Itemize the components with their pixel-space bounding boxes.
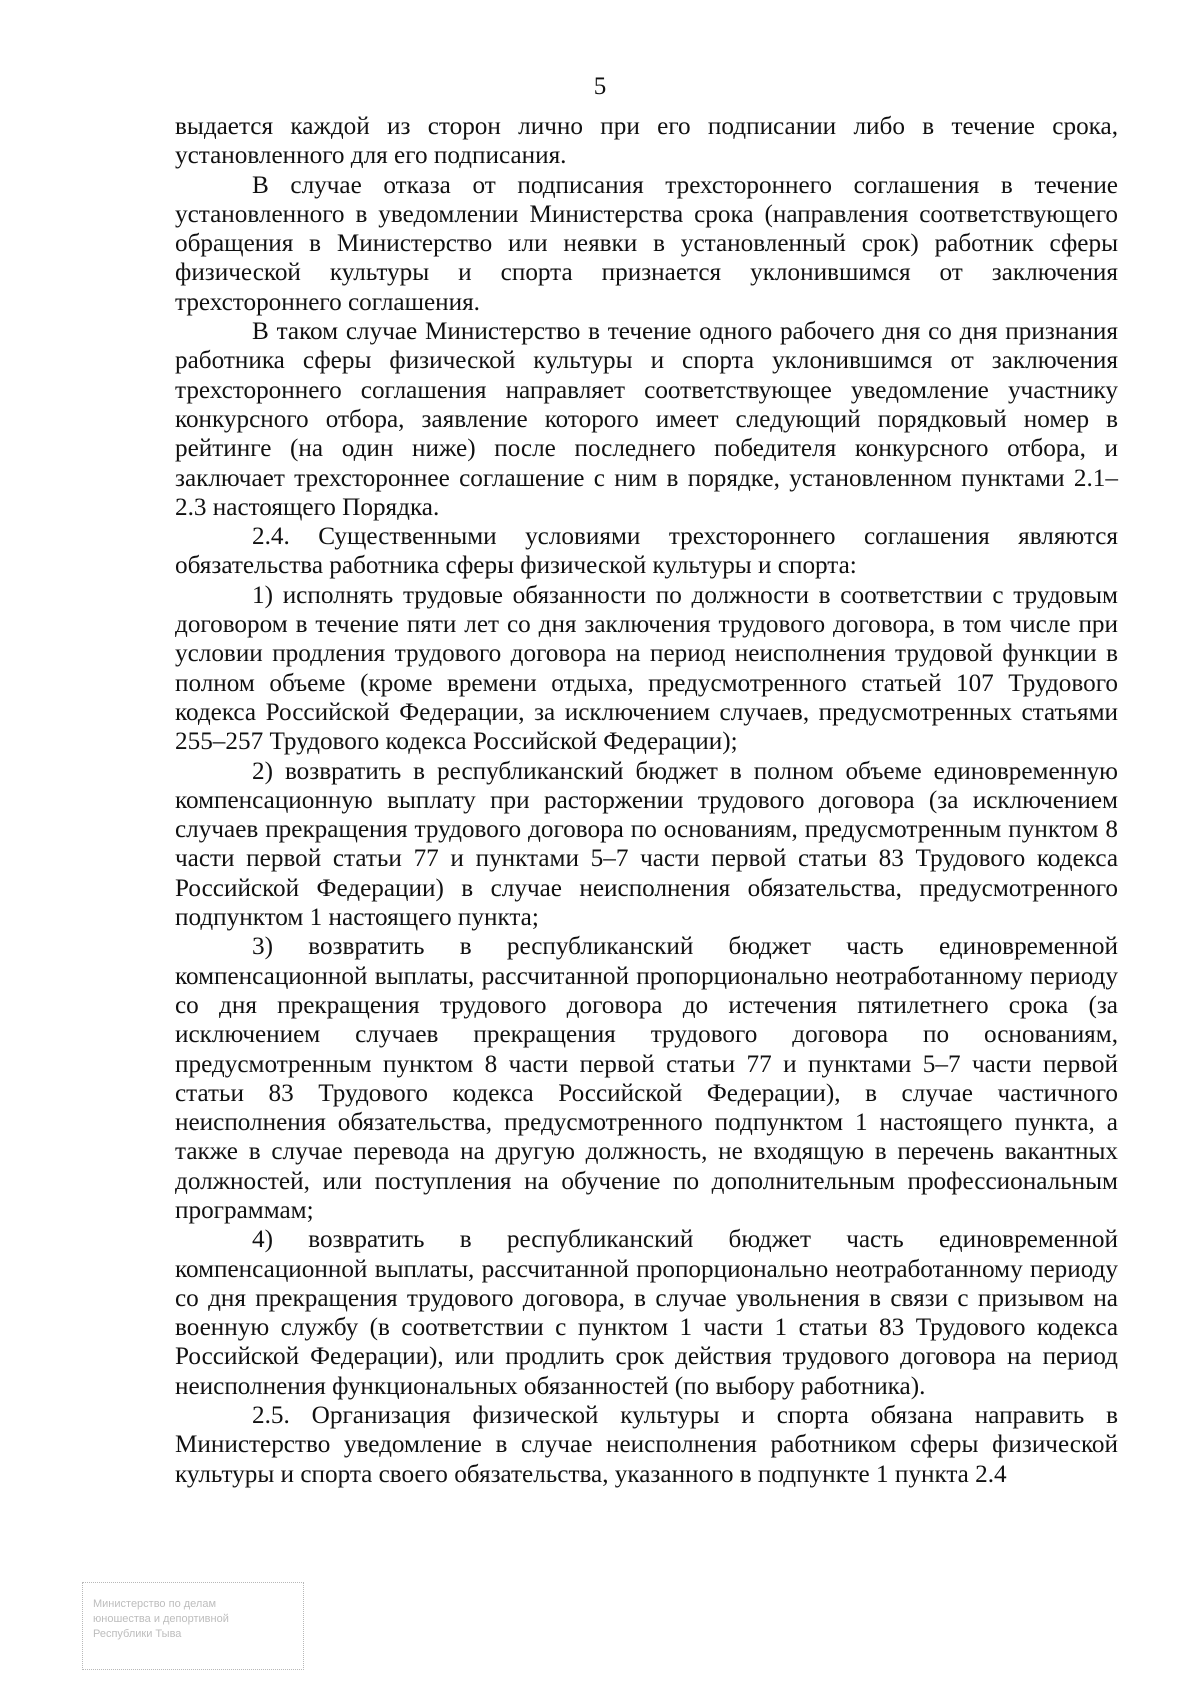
stamp-line: Республики Тыва (93, 1628, 182, 1640)
paragraph-section-2-5: 2.5. Организация физической культуры и спорта обязана направить в Министерство уведомление в случае неисполнения работником сферы физической культуры и спорта своего обязательства, указанного в подпункте 1 пункта 2.4 (175, 1402, 1118, 1488)
paragraph-item-4: 4) возвратить в республиканский бюджет часть единовременной компенсационной выплаты, рассчитанной пропорционально неотработанному периоду со дня прекращения трудового договора, в случае увольнения в связи с призывом на военную службу (в соответствии с пунктом 1 части 1 статьи 83 Трудового кодекса Российской Федерации), или продлить срок действия трудового договора на период неисполнения функциональных обязанностей (по выбору работника). (175, 1226, 1118, 1400)
stamp-line: юношества и депортивной (93, 1613, 229, 1625)
stamp-line: Министерство по делам (93, 1598, 217, 1610)
faded-stamp (82, 1582, 304, 1670)
paragraph-item-2: 2) возвратить в республиканский бюджет в полном объеме единовременную компенсационную выплату при расторжении трудового договора (за исключением случаев прекращения трудового договора по основаниям, предусмотренным пунктом 8 части первой статьи 77 и пунктами 5–7 части первой статьи 83 Трудового кодекса Российской Федерации) в случае неисполнения обязательства, предусмотренного подпунктом 1 настоящего пункта; (175, 757, 1118, 932)
paragraph-section-2-4: 2.4. Существенными условиями трехстороннего соглашения являются обязательства работника сферы физической культуры и спорта: (175, 523, 1118, 580)
document-body (175, 112, 1118, 1489)
paragraph-item-3: 3) возвратить в республиканский бюджет часть единовременной компенсационной выплаты, рассчитанной пропорционально неотработанному периоду со дня прекращения трудового договора до истечения пятилетнего срока (за исключением случаев прекращения трудового договора по основаниям, предусмотренным пунктом 8 части первой статьи 77 и пунктами 5–7 части первой статьи 83 Трудового кодекса Российской Федерации), в случае частичного неисполнения обязательства, предусмотренного подпунктом 1 настоящего пункта, а также в случае перевода на другую должность, не входящую в перечень вакантных должностей, или поступления на обучение по дополнительным профессиональным программам; (175, 933, 1118, 1224)
paragraph-refusal: В случае отказа от подписания трехстороннего соглашения в течение установленного в уведомлении Министерства срока (направления соответствующего обращения в Министерство или неявки в установленный срок) работник сферы физической культуры и спорта признается уклонившимся от заключения трехстороннего соглашения. (175, 171, 1118, 316)
paragraph-continuation: выдается каждой из сторон лично при его подписании либо в течение срока, установленного для его подписания. (175, 113, 1118, 170)
paragraph-item-1: 1) исполнять трудовые обязанности по должности в соответствии с трудовым договором в течение пяти лет со дня заключения трудового договора, в том числе при условии продления трудового договора на период неисполнения трудовой функции в полном объеме (кроме времени отдыха, предусмотренного статьей 107 Трудового кодекса Российской Федерации, за исключением случаев, предусмотренных статьями 255–257 Трудового кодекса Российской Федерации); (175, 581, 1118, 756)
page-number: 5 (593, 73, 607, 100)
paragraph-ministry-notice: В таком случае Министерство в течение одного рабочего дня со дня признания работника сферы физической культуры и спорта уклонившимся от заключения трехстороннего соглашения направляет соответствующее уведомление участнику конкурсного отбора, заявление которого имеет следующий порядковый номер в рейтинге (на один ниже) после последнего победителя конкурсного отбора, и заключает трехстороннее соглашение с ним в порядке, установленном пунктами 2.1–2.3 настоящего Порядка. (175, 318, 1118, 521)
